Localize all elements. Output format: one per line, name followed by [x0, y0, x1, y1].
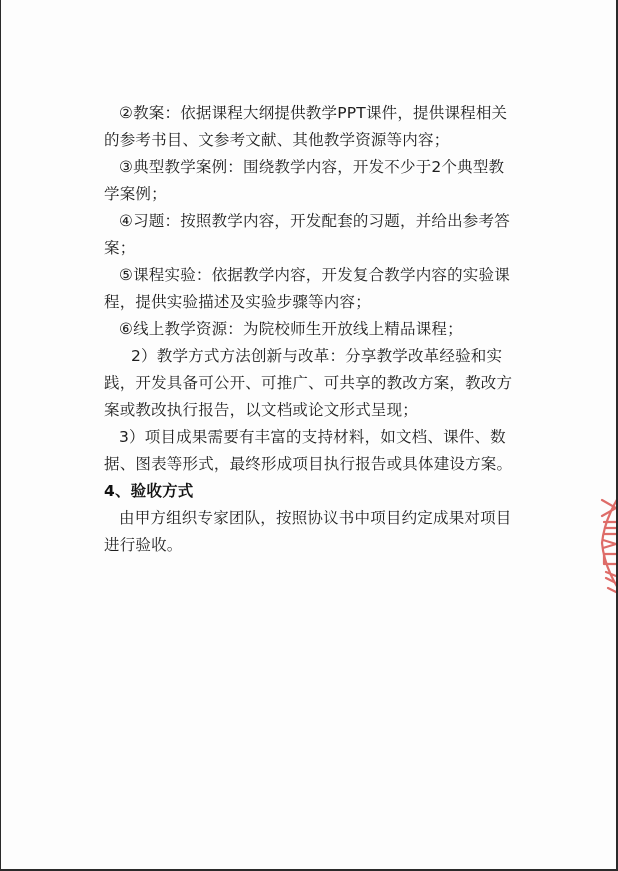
paragraph-line-3: ③典型教学案例：围绕教学内容，开发不少于2个典型教	[119, 158, 505, 176]
paragraph-line-9: ⑥线上教学资源：为院校师生开放线上精品课程；	[119, 320, 463, 338]
paragraph-line-13: 3）项目成果需要有丰富的支持材料，如文档、课件、数	[119, 428, 506, 446]
paragraph-line-11: 践，开发具备可公开、可推广、可共享的教改方案，教改方	[104, 374, 513, 392]
paragraph-line-1: ②教案：依据课程大纲提供教学PPT课件，提供课程相关	[119, 104, 508, 122]
paragraph-line-8: 程，提供实验描述及实验步骤等内容；	[104, 293, 371, 311]
paragraph-line-2: 的参考书目、文参考文献、其他教学资源等内容；	[104, 131, 450, 149]
paragraph-line-4: 学案例；	[104, 185, 167, 203]
paragraph-line-12: 案或教改执行报告，以文档或论文形式呈现；	[104, 401, 419, 419]
paragraph-line-10: 2）教学方式方法创新与改革：分享教学改革经验和实	[131, 347, 503, 365]
paragraph-line-14: 据、图表等形式，最终形成项目执行报告或具体建设方案。	[104, 455, 513, 473]
paragraph-line-17: 进行验收。	[104, 536, 183, 554]
paragraph-line-5: ④习题：按照教学内容，开发配套的习题，并给出参考答	[119, 212, 510, 230]
paragraph-line-6: 案；	[104, 239, 136, 257]
partial-red-seal-icon	[592, 478, 618, 608]
section-heading-acceptance: 4、验收方式	[104, 482, 194, 500]
paragraph-line-7: ⑤课程实验：依据教学内容，开发复合教学内容的实验课	[119, 266, 510, 284]
paragraph-line-16: 由甲方组织专家团队，按照协议书中项目约定成果对项目	[119, 509, 512, 527]
document-body	[1, 0, 618, 871]
